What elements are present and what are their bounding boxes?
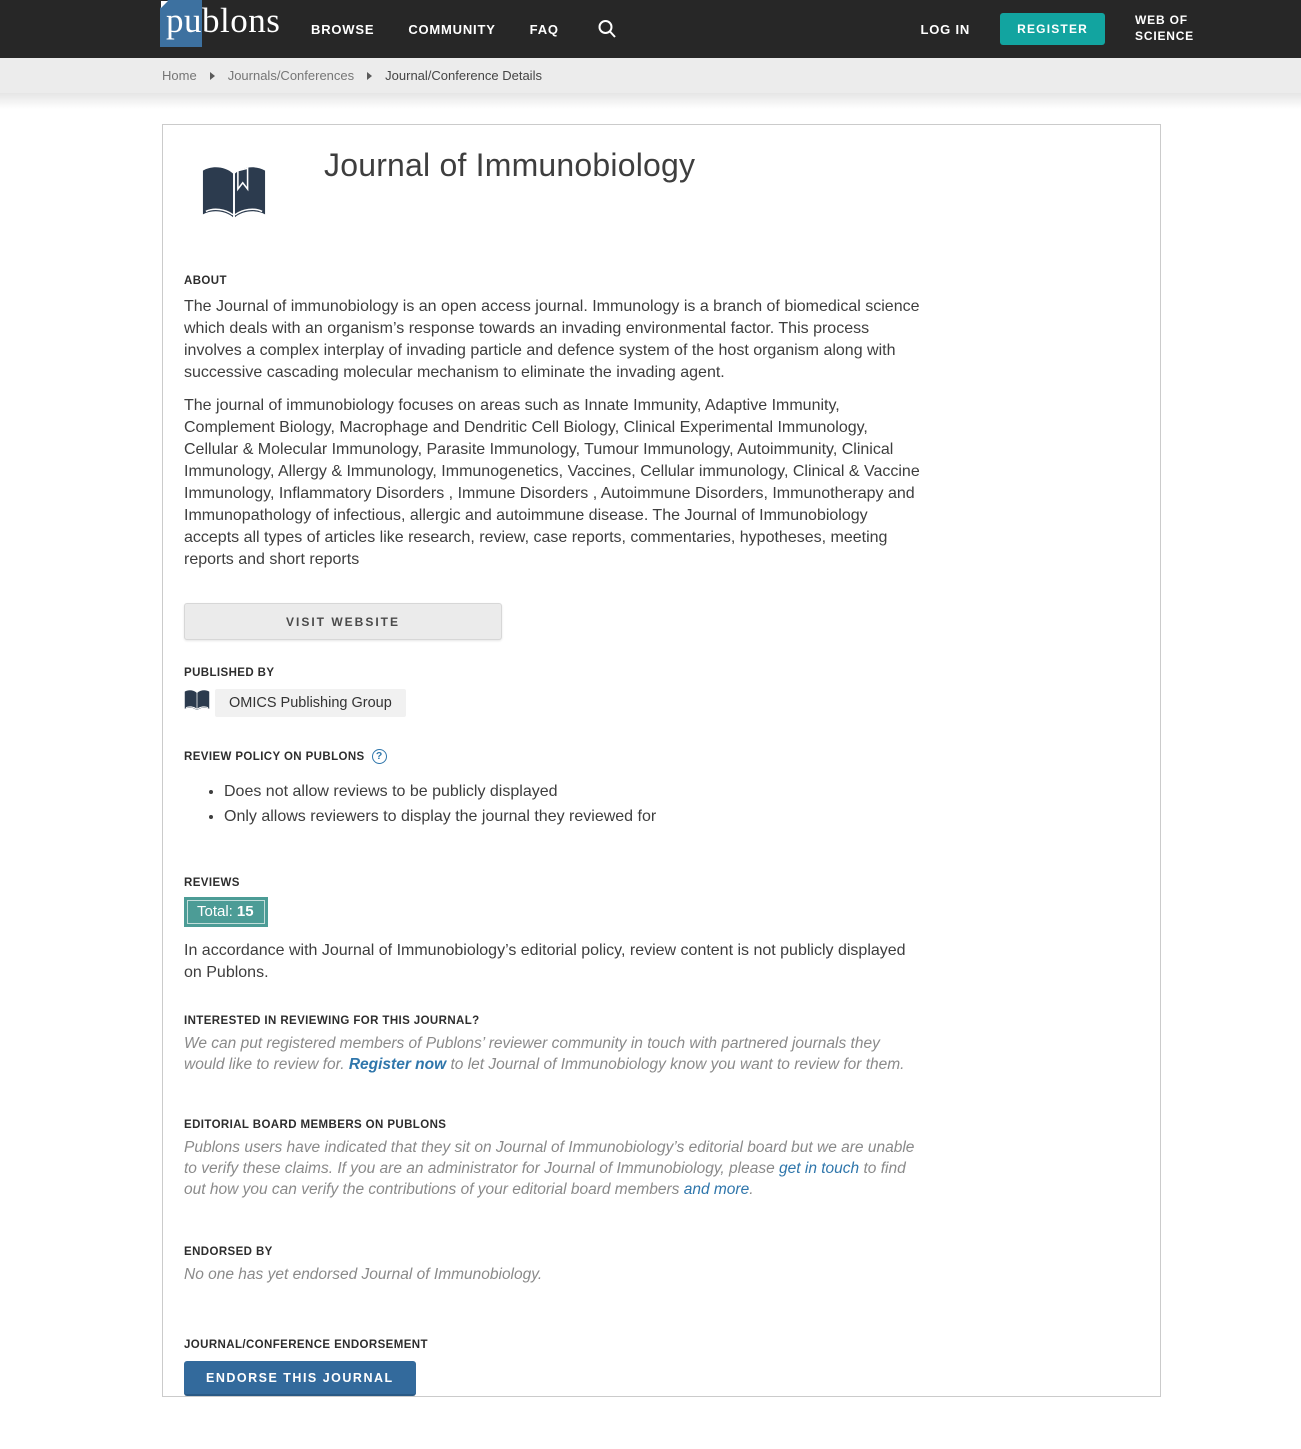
page-title: Journal of Immunobiology: [324, 147, 696, 183]
nav-item-faq[interactable]: FAQ: [529, 21, 559, 37]
review-policy-label: REVIEW POLICY ON PUBLONS: [184, 750, 365, 763]
editorial-text-part3: .: [749, 1181, 754, 1198]
reviews-label: REVIEWS: [184, 877, 240, 889]
register-now-link[interactable]: Register now: [348, 1056, 447, 1073]
endorse-this-journal-button[interactable]: ENDORSE THIS JOURNAL: [184, 1361, 416, 1396]
breadcrumb-separator-icon: [367, 72, 372, 80]
breadcrumb: [0, 58, 1301, 93]
reviews-note: In accordance with Journal of Immunobiology’s editorial policy, review content is not publicly displayed on Publons.: [184, 942, 906, 981]
help-icon[interactable]: ?: [372, 749, 387, 764]
breadcrumb-separator-icon: [210, 72, 215, 80]
review-policy-item: • Does not allow reviews to be publicly displayed: [224, 779, 943, 804]
publisher-row: [184, 688, 943, 717]
reviews-total-badge: [184, 897, 268, 927]
published-by-label: PUBLISHED BY: [184, 667, 275, 679]
endorsed-by-label: ENDORSED BY: [184, 1246, 273, 1258]
breadcrumb-current-page: Journal/Conference Details: [385, 68, 542, 83]
journal-content: [163, 275, 943, 1396]
open-book-icon: [201, 161, 267, 228]
register-button[interactable]: REGISTER: [1000, 13, 1105, 45]
publisher-chip[interactable]: OMICS Publishing Group: [215, 689, 406, 717]
review-policy-header: [184, 749, 943, 764]
nav-right-group: [921, 13, 1194, 45]
breadcrumb-journals-conferences[interactable]: Journals/Conferences: [227, 68, 355, 83]
interested-label: INTERESTED IN REVIEWING FOR THIS JOURNAL?: [184, 1015, 480, 1027]
breadcrumb-home[interactable]: Home: [162, 68, 197, 83]
editorial-board-label: EDITORIAL BOARD MEMBERS ON PUBLONS: [184, 1119, 447, 1131]
web-of-science-link[interactable]: [1135, 13, 1194, 44]
login-link[interactable]: LOG IN: [920, 21, 971, 37]
nav-item-community[interactable]: COMMUNITY: [408, 21, 496, 37]
visit-website-button[interactable]: VISIT WEBSITE: [184, 603, 502, 640]
journal-details-card: [162, 124, 1161, 1397]
search-icon[interactable]: [595, 17, 619, 41]
interested-text: [184, 1033, 921, 1075]
reviews-total-badge-inner: [187, 900, 265, 924]
web-of-science-line1: WEB OF: [1135, 13, 1188, 28]
review-policy-list: [184, 779, 943, 829]
endorsed-by-text: No one has yet endorsed Journal of Immunobiology.: [184, 1266, 543, 1283]
about-label: ABOUT: [184, 275, 227, 287]
journal-header: [163, 125, 1160, 228]
interested-text-part1: We can put registered members of Publons’ reviewer community in touch with partnered journals they would like to review for.: [184, 1035, 880, 1073]
interested-text-part2: to let Journal of Immunobiology know you want to review for them.: [446, 1056, 905, 1073]
nav-item-browse[interactable]: BROWSE: [311, 21, 375, 37]
and-more-link[interactable]: and more: [683, 1181, 750, 1198]
editorial-text-part2: to find out how you can verify the contributions of your editorial board members: [184, 1160, 906, 1198]
about-paragraph-2: The journal of immunobiology focuses on areas such as Innate Immunity, Adaptive Immunity, Complement Biology, Macrophage and Dendritic Cell Biology, Clinical Experimental Immunology, Cellular & Molecular Immunology, Parasite Immunology, Tumour Immunology, Autoimmunity, Clinical Immunology, Allergy & Immunology, Immunogenetics, Vaccines, Cellular immunology, Clinical & Vaccine Immunology, Inflammatory Disorders , Immune Disorders , Autoimmune Disorders, Immunotherapy and Immunopathology of infectious, allergic and autoimmune disease. The Journal of Immunobiology accepts all types of articles like research, review, case reports, commentaries, hypotheses, meeting reports and short reports: [184, 397, 920, 568]
web-of-science-line2: SCIENCE: [1135, 29, 1194, 43]
endorsement-label: JOURNAL/CONFERENCE ENDORSEMENT: [184, 1339, 428, 1351]
breadcrumb-shadow: [0, 93, 1301, 109]
review-policy-item: • Only allows reviewers to display the journal they reviewed for: [224, 804, 943, 829]
nav-links: [311, 22, 559, 37]
editorial-board-text: [184, 1137, 921, 1200]
top-navigation-bar: [0, 0, 1301, 58]
about-paragraph-1: The Journal of immunobiology is an open access journal. Immunology is a branch of biomedical science which deals with an organism’s response towards an invading environmental factor. This process involves a complex interplay of invading particle and defence system of the host organism along with successive cascading molecular mechanism to eliminate the invading agent.: [184, 298, 920, 381]
publisher-book-icon: [184, 688, 210, 717]
publons-logo-text: publons: [166, 1, 281, 40]
reviews-total-label: Total:: [197, 903, 233, 920]
editorial-text-part1: Publons users have indicated that they sit on Journal of Immunobiology’s editorial board but we are unable to verify these claims. If you are an administrator for Journal of Immunobiology, please: [184, 1139, 915, 1177]
publons-logo[interactable]: [160, 0, 290, 58]
reviews-total-value: 15: [236, 903, 254, 920]
get-in-touch-link[interactable]: get in touch: [779, 1160, 860, 1177]
